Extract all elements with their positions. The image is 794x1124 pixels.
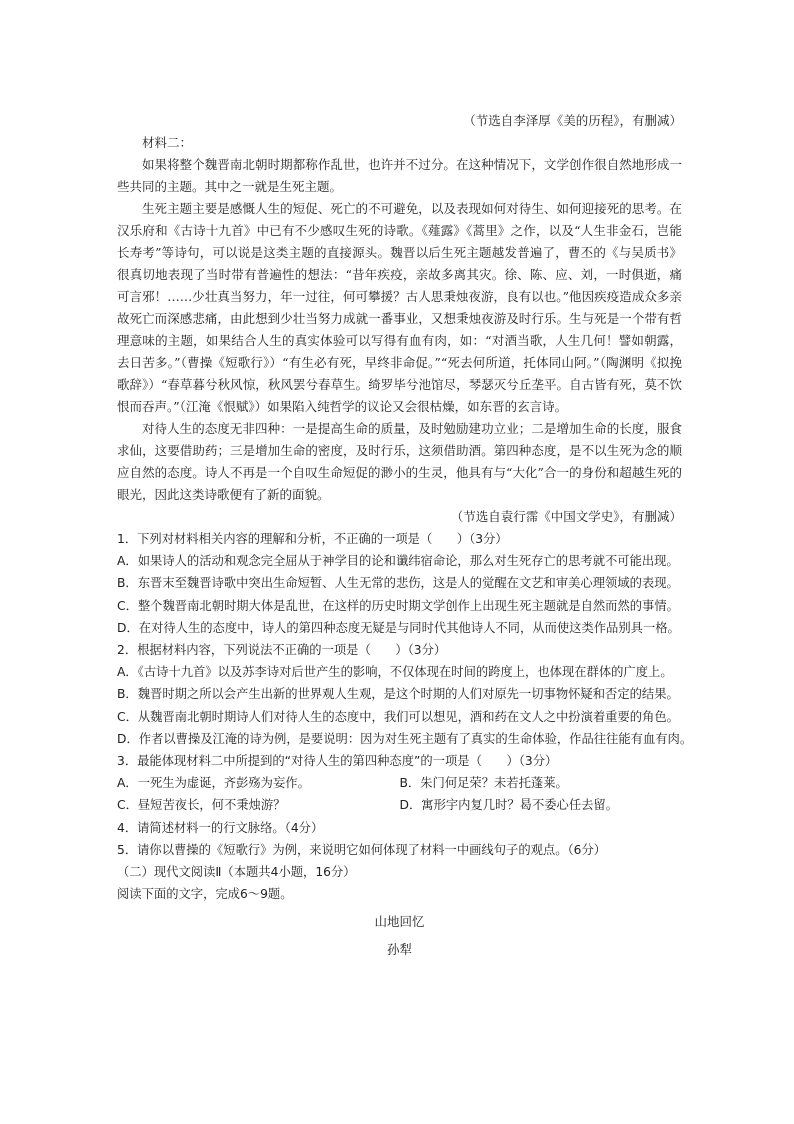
question-4: 4．请简述材料一的行文脉络。（4分）	[117, 820, 324, 835]
question-3-option-a: A．一死生为虚诞，齐彭殇为妄作。	[117, 776, 310, 791]
section-2-instruction: 阅读下面的文字，完成6～9题。	[117, 887, 293, 902]
material-2-label: 材料二：	[142, 135, 193, 150]
question-2-option-c: C．从魏晋南北朝时期诗人们对待人生的态度中，我们可以想见，酒和药在文人之中扮演着重要的角色。	[117, 709, 679, 724]
question-3-options-row-2	[117, 794, 682, 816]
question-1	[117, 528, 682, 639]
article-author: 孙犁	[386, 942, 412, 958]
question-1-option-c: C．整个魏晋南北朝时期大体是乱世，在这样的历史时期文学创作上出现生死主题就是自然而然的事情。	[117, 598, 679, 613]
source-citation-2: （节选自袁行霈《中国文学史》，有删减）	[450, 509, 682, 524]
material-2-paragraph-3: 对待人生的态度无非四种：一是提高生命的质量，及时勉励建功立业；二是增加生命的长度，服食求仙，这要借助药；三是增加生命的密度，及时行乐，这须借助酒。第四种态度，是不以生死为念的顺应自然的态度。诗人不再是一个自叹生命短促的渺小的生灵，他具有与“大化”合一的身份和超越生死的眼光，因此这类诗歌便有了新的面貌。	[117, 421, 682, 502]
question-3-options-row-1	[117, 772, 682, 794]
question-3-option-d: D．寓形宇内复几时？曷不委心任去留。	[399, 798, 619, 813]
question-3-stem: 3．最能体现材料二中所提到的“对待人生的第四种态度”的一项是（ ）（3分）	[117, 754, 558, 769]
section-2-heading: （二）现代文阅读Ⅱ（本题共4小题，16分）	[117, 865, 356, 880]
question-3-option-c: C．昼短苦夜长，何不秉烛游？	[117, 798, 286, 813]
question-2-option-d: D．作者以曹操及江淹的诗为例，是要说明：因为对生死主题有了真实的生命体验，作品往往能有血有肉。	[117, 731, 693, 746]
question-1-option-b: B．东晋末至魏晋诗歌中突出生命短暂、人生无常的悲伤，这是人的觉醒在文艺和审美心理领域的表现。	[117, 576, 679, 591]
material-2-paragraph-2: 生死主题主要是感慨人生的短促、死亡的不可避免，以及表现如何对待生、如何迎接死的思考。在汉乐府和《古诗十九首》中已有不少感叹生死的诗歌。《薤露》《蒿里》之作，以及“人生非金石，岂能长寿考”等诗句，可以说是这类主题的直接源头。魏晋以后生死主题越发普遍了，曹丕的《与吴质书》很真切地表现了当时带有普遍性的想法：“昔年疾疫，亲故多离其灾。徐、陈、应、刘，一时俱逝，痛可言邪！……少壮真当努力，年一过往，何可攀援？古人思秉烛夜游，良有以也。”他因疾疫造成众多亲故死亡而深感悲痛，由此想到少壮当努力成就一番事业，又想秉烛夜游及时行乐。生与死是一个带有哲理意味的主题，如果结合人生的真实体验可以写得有血有肉，如：“对酒当歌，人生几何！譬如朝露，去日苦多。”（曹操《短歌行》）“有生必有死，早终非命促。”“死去何所道，托体同山阿。”（陶渊明《拟挽歌辞》）“春草暮兮秋风惊，秋风罢兮春草生。绮罗毕兮池馆尽，琴瑟灭兮丘垄平。自古皆有死，莫不饮恨而吞声。”（江淹《恨赋》）如果陷入纯哲学的议论又会很枯燥，如东晋的玄言诗。	[117, 201, 682, 414]
question-2-option-a: A．《古诗十九首》以及苏李诗对后世产生的影响，不仅体现在时间的跨度上，也体现在群体的广度上。	[117, 665, 673, 680]
question-5: 5．请你以曹操的《短歌行》为例，来说明它如何体现了材料一中画线句子的观点。（6分）	[117, 842, 607, 857]
material-2-paragraph-1: 如果将整个魏晋南北朝时期都称作乱世，也许并不过分。在这种情况下，文学创作很自然地形成一些共同的主题。其中之一就是生死主题。	[117, 157, 682, 194]
question-3	[117, 750, 682, 817]
question-1-option-d: D．在对待人生的态度中，诗人的第四种态度无疑是与同时代其他诗人不同，从而使这类作品别具一格。	[117, 620, 680, 635]
question-3-option-b: B．朱门何足荣？未若托蓬莱。	[399, 776, 568, 791]
question-1-stem: 1．下列对材料相关内容的理解和分析，不正确的一项是（ ）（3分）	[117, 532, 508, 546]
question-2	[117, 639, 693, 750]
article-title: 山地回忆	[374, 914, 425, 930]
question-2-stem: 2．根据材料内容，下列说法不正确的一项是（ ）（3分）	[117, 643, 447, 658]
source-citation-1: （节选自李泽厚《美的历程》，有删减）	[463, 113, 682, 128]
question-2-option-b: B．魏晋时期之所以会产生出新的世界观人生观，是这个时期的人们对原先一切事物怀疑和否定的结果。	[117, 687, 679, 702]
question-1-option-a: A．如果诗人的活动和观念完全屈从于神学目的论和谶纬宿命论，那么对生死存亡的思考就不可能出现。	[117, 554, 679, 569]
